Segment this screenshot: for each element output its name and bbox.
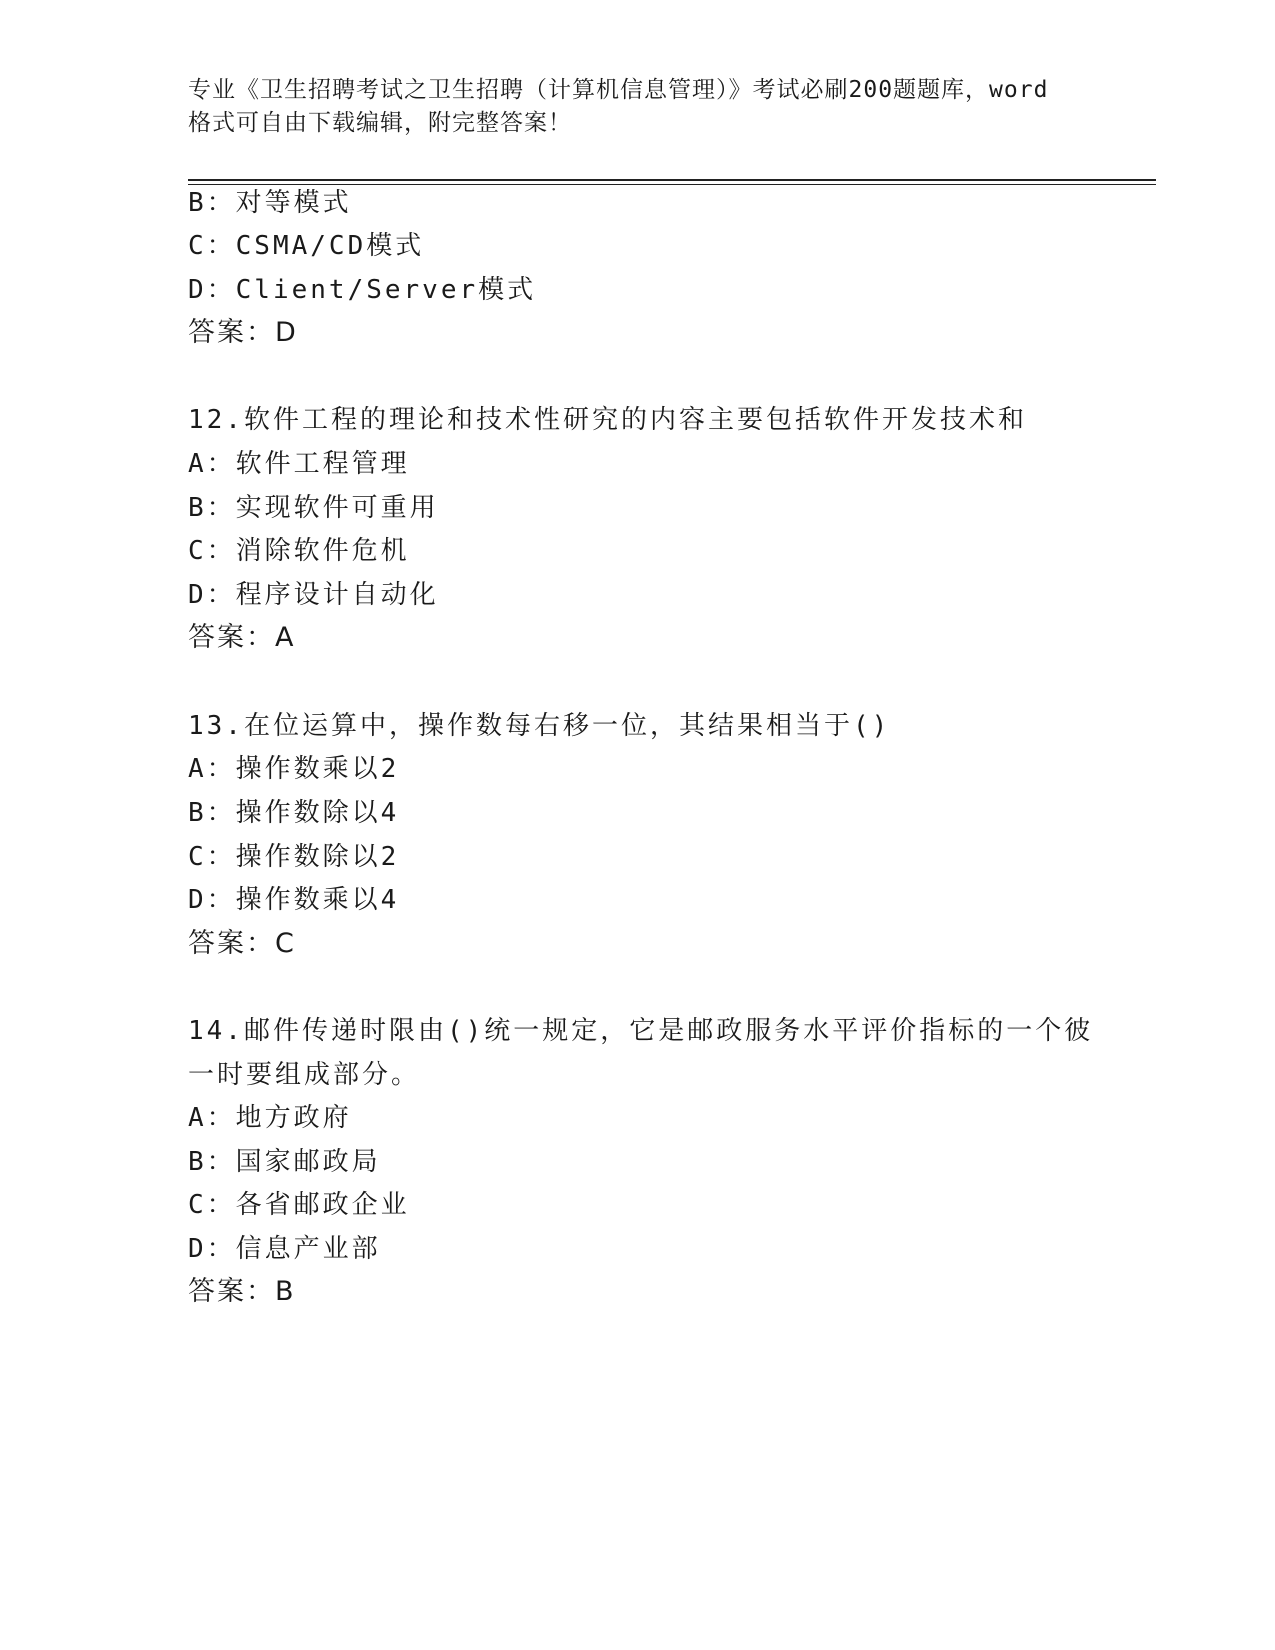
- q12-option-d: D：程序设计自动化: [188, 580, 439, 610]
- q11-option-b: B：对等模式: [188, 188, 352, 218]
- q12-answer: 答案：A: [188, 622, 296, 653]
- q14-option-c: C：各省邮政企业: [188, 1190, 410, 1220]
- q12-question: 12.软件工程的理论和技术性研究的内容主要包括软件开发技术和: [188, 405, 1027, 435]
- q13-option-d: D：操作数乘以4: [188, 885, 400, 915]
- q14-option-b: B：国家邮政局: [188, 1147, 381, 1177]
- q14-option-d: D：信息产业部: [188, 1234, 381, 1264]
- header-title-line-2: 格式可自由下载编辑，附完整答案！: [188, 110, 572, 136]
- q13-question: 13.在位运算中，操作数每右移一位，其结果相当于(): [188, 711, 891, 741]
- q14-answer: 答案：B: [188, 1276, 296, 1307]
- q13-option-b: B：操作数除以4: [188, 798, 400, 828]
- q11-option-c: C：CSMA/CD模式: [188, 231, 425, 261]
- q14-option-a: A：地方政府: [188, 1103, 352, 1133]
- q11-answer: 答案：D: [188, 317, 298, 348]
- document-header: [188, 74, 1098, 140]
- q12-option-c: C：消除软件危机: [188, 536, 410, 566]
- header-divider-thin: [188, 184, 1156, 185]
- q13-option-a: A：操作数乘以2: [188, 754, 400, 784]
- q14-question-line-1: 14.邮件传递时限由()统一规定，它是邮政服务水平评价指标的一个彼: [188, 1016, 1094, 1046]
- q13-option-c: C：操作数除以2: [188, 842, 400, 872]
- header-title-line-1: 专业《卫生招聘考试之卫生招聘（计算机信息管理）》考试必刷200题题库，word: [188, 77, 1049, 103]
- q13-answer: 答案：C: [188, 928, 296, 959]
- q14-question-line-2: 一时要组成部分。: [188, 1060, 421, 1090]
- header-divider-thick: [188, 179, 1156, 181]
- q12-option-b: B：实现软件可重用: [188, 493, 439, 523]
- q11-option-d: D：Client/Server模式: [188, 275, 537, 305]
- q12-option-a: A：软件工程管理: [188, 449, 410, 479]
